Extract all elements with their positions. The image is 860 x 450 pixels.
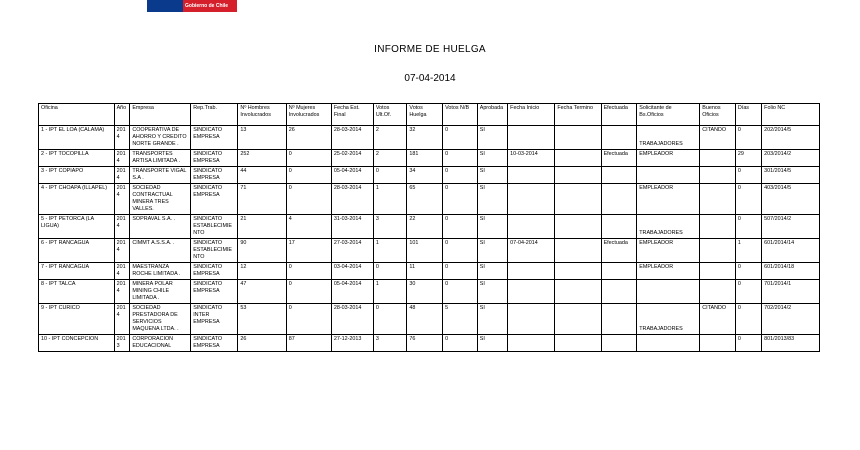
column-header: Folio NC (762, 104, 820, 126)
table-cell: 27-03-2014 (331, 239, 373, 263)
table-cell (508, 263, 555, 280)
table-cell: 252 (238, 150, 286, 167)
table-cell: 0 (286, 280, 331, 304)
table-cell: 1 (373, 184, 407, 215)
table-cell: 1 - IPT EL LOA (CALAMA) (39, 126, 115, 150)
table-cell (700, 239, 736, 263)
table-cell (601, 184, 637, 215)
table-row (39, 335, 820, 352)
table-header-row (39, 104, 820, 126)
table-row (39, 239, 820, 263)
table-cell (700, 215, 736, 239)
table-cell: SINDICATO EMPRESA (191, 263, 238, 280)
table-cell: 0 (443, 215, 478, 239)
table-cell (555, 335, 601, 352)
table-cell (555, 304, 601, 335)
table-cell (700, 335, 736, 352)
table-cell: 0 (286, 184, 331, 215)
table-cell: 2014 (114, 263, 130, 280)
table-cell: 0 (443, 280, 478, 304)
table-cell: 71 (238, 184, 286, 215)
table-cell (700, 184, 736, 215)
table-cell: 9 - IPT CURICO (39, 304, 115, 335)
table-row (39, 184, 820, 215)
table-cell: Efectuada (601, 239, 637, 263)
table-cell: TRABAJADORES (637, 304, 700, 335)
table-cell: 26 (238, 335, 286, 352)
table-cell: 21 (238, 215, 286, 239)
table-cell: 801/2013/83 (762, 335, 820, 352)
table-cell: 2014 (114, 126, 130, 150)
table-cell (508, 215, 555, 239)
table-cell: 2014 (114, 215, 130, 239)
report-title: INFORME DE HUELGA (374, 44, 486, 55)
table-cell: 2014 (114, 239, 130, 263)
table-cell: 90 (238, 239, 286, 263)
table-cell (555, 150, 601, 167)
table-cell: 2014 (114, 184, 130, 215)
table-cell: 76 (407, 335, 443, 352)
table-cell (700, 280, 736, 304)
column-header: Votos Huelga (407, 104, 443, 126)
table-cell: 31-03-2014 (331, 215, 373, 239)
table-cell: 701/2014/1 (762, 280, 820, 304)
table-cell: 07-04-2014 (508, 239, 555, 263)
column-header: Fecha Est. Final (331, 104, 373, 126)
column-header: Aprobada (477, 104, 507, 126)
table-cell: 403/2014/5 (762, 184, 820, 215)
gobierno-logo (147, 0, 237, 14)
column-header: Oficina (39, 104, 115, 126)
table-cell: 0 (735, 280, 761, 304)
table-cell: SOCIEDAD PRESTADORA DE SERVICIOS MAQUENA LTDA. . (130, 304, 191, 335)
table-cell: 0 (443, 239, 478, 263)
table-cell: 2014 (114, 304, 130, 335)
table-cell: 601/2014/14 (762, 239, 820, 263)
table-cell: 3 (373, 215, 407, 239)
table-cell: 1 (373, 239, 407, 263)
table-cell: 32 (407, 126, 443, 150)
table-row (39, 126, 820, 150)
table-cell: 0 (373, 167, 407, 184)
table-cell: 44 (238, 167, 286, 184)
column-header: Efectuada (601, 104, 637, 126)
table-cell: Efectuada (601, 150, 637, 167)
table-cell: EMPLEADOR (637, 263, 700, 280)
table-cell: SI (477, 150, 507, 167)
table-cell (601, 126, 637, 150)
table-cell: 0 (443, 126, 478, 150)
table-cell: 17 (286, 239, 331, 263)
table-cell (601, 280, 637, 304)
table-cell: SI (477, 304, 507, 335)
table-cell: 05-04-2014 (331, 280, 373, 304)
table-cell: SI (477, 335, 507, 352)
table-row (39, 304, 820, 335)
table-cell (555, 126, 601, 150)
table-cell: 702/2014/2 (762, 304, 820, 335)
table-cell: 8 - IPT TALCA (39, 280, 115, 304)
table-cell: SINDICATO ESTABLECIMIENTO (191, 239, 238, 263)
table-cell: SI (477, 167, 507, 184)
table-cell: SINDICATO EMPRESA (191, 126, 238, 150)
table-cell: SI (477, 184, 507, 215)
table-cell: CIMMT A.S.S.A. . (130, 239, 191, 263)
table-cell: 26 (286, 126, 331, 150)
table-cell: 203/2014/2 (762, 150, 820, 167)
table-cell: 0 (443, 167, 478, 184)
table-cell: SINDICATO ESTABLECIMIENTO (191, 215, 238, 239)
table-cell (601, 335, 637, 352)
table-cell: 0 (735, 304, 761, 335)
table-cell: SINDICATO EMPRESA (191, 167, 238, 184)
table-cell: COOPERATIVA DE AHORRO Y CREDITO NORTE GRANDE . (130, 126, 191, 150)
table-cell (601, 304, 637, 335)
column-header: Año (114, 104, 130, 126)
table-cell: 7 - IPT RANCAGUA (39, 263, 115, 280)
table-cell: 25-02-2014 (331, 150, 373, 167)
table-cell: 5 - IPT PETORCA (LA LIGUA) (39, 215, 115, 239)
table-cell: 0 (735, 184, 761, 215)
table-cell: 0 (735, 126, 761, 150)
table-cell (555, 184, 601, 215)
table-cell (601, 215, 637, 239)
table-cell: CITANDO (700, 304, 736, 335)
table-cell: 0 (443, 184, 478, 215)
table-cell: 0 (735, 263, 761, 280)
column-header: Votos N/B (443, 104, 478, 126)
table-cell (555, 263, 601, 280)
table-cell (508, 304, 555, 335)
table-cell: 4 (286, 215, 331, 239)
table-cell: 2014 (114, 280, 130, 304)
column-header: Buenos Oficios (700, 104, 736, 126)
table-cell: 03-04-2014 (331, 263, 373, 280)
table-cell (508, 335, 555, 352)
table-cell: 0 (286, 150, 331, 167)
logo-text: Gobierno de Chile (185, 3, 229, 9)
table-cell (637, 280, 700, 304)
table-cell: 28-03-2014 (331, 126, 373, 150)
table-cell: 0 (286, 167, 331, 184)
table-cell: SI (477, 239, 507, 263)
column-header: Nº Mujeres Involucrados (286, 104, 331, 126)
table-cell (508, 126, 555, 150)
table-cell: 05-04-2014 (331, 167, 373, 184)
table-cell (555, 167, 601, 184)
table-cell: 22 (407, 215, 443, 239)
table-cell: 301/2014/5 (762, 167, 820, 184)
table-cell (555, 239, 601, 263)
table-cell: 1 (735, 239, 761, 263)
table-cell: 47 (238, 280, 286, 304)
table-cell: TRABAJADORES (637, 215, 700, 239)
table-cell: 0 (373, 304, 407, 335)
table-row (39, 280, 820, 304)
table-cell: SINDICATO EMPRESA (191, 335, 238, 352)
table-cell: 6 - IPT RANCAGUA (39, 239, 115, 263)
table-cell (700, 167, 736, 184)
table-cell: 0 (735, 215, 761, 239)
table-cell: 2013 (114, 335, 130, 352)
table-cell (700, 150, 736, 167)
table-cell: MAESTRANZA ROCHE LIMITADA . (130, 263, 191, 280)
column-header: Nº Hombres Involucrados (238, 104, 286, 126)
table-row (39, 150, 820, 167)
table-cell: 11 (407, 263, 443, 280)
table-cell: 0 (735, 335, 761, 352)
table-cell: 181 (407, 150, 443, 167)
table-cell: 34 (407, 167, 443, 184)
table-cell: 101 (407, 239, 443, 263)
table-cell: SOPRAVAL S.A. . (130, 215, 191, 239)
column-header: Rep.Trab. (191, 104, 238, 126)
table-cell: 4 - IPT CHOAPA (ILLAPEL) (39, 184, 115, 215)
table-cell: 30 (407, 280, 443, 304)
table-cell: EMPLEADOR (637, 184, 700, 215)
table-cell (637, 335, 700, 352)
table-cell: 28-03-2014 (331, 304, 373, 335)
table-cell: 0 (373, 263, 407, 280)
table-cell: CORPORACION EDUCACIONAL (130, 335, 191, 352)
table-cell: 3 - IPT COPIAPO (39, 167, 115, 184)
table-cell: 2014 (114, 167, 130, 184)
table-cell: 2014 (114, 150, 130, 167)
table-cell: EMPLEADOR (637, 239, 700, 263)
table-cell: SI (477, 280, 507, 304)
table-cell: SOCIEDAD CONTRACTUAL MINERA TRES VALLES. (130, 184, 191, 215)
table-cell: SINDICATO EMPRESA (191, 184, 238, 215)
table-cell: 0 (286, 263, 331, 280)
table-cell: 48 (407, 304, 443, 335)
table-cell: 3 (373, 335, 407, 352)
table-cell: 10-03-2014 (508, 150, 555, 167)
table-row (39, 167, 820, 184)
table-cell: 2 - IPT TOCOPILLA (39, 150, 115, 167)
table-cell (601, 167, 637, 184)
table-cell: EMPLEADOR (637, 150, 700, 167)
table-cell: 65 (407, 184, 443, 215)
table-cell: 0 (443, 335, 478, 352)
table-row (39, 263, 820, 280)
table-cell: TRANSPORTES ARTISA LIMITADA . (130, 150, 191, 167)
table-cell: SINDICATO EMPRESA (191, 280, 238, 304)
report-date: 07-04-2014 (404, 73, 456, 84)
table-cell: SI (477, 126, 507, 150)
table-cell (508, 280, 555, 304)
table-cell: 87 (286, 335, 331, 352)
table-cell: 2 (373, 126, 407, 150)
table-cell (508, 184, 555, 215)
table-cell: CITANDO (700, 126, 736, 150)
table-cell: 12 (238, 263, 286, 280)
table-cell (555, 280, 601, 304)
column-header: Fecha Inicio (508, 104, 555, 126)
table-cell: TRANSPORTE VIGAL S.A . (130, 167, 191, 184)
table-cell (637, 167, 700, 184)
table-cell: 53 (238, 304, 286, 335)
table-cell: MINERA POLAR MINING CHILE LIMITADA . (130, 280, 191, 304)
table-row (39, 215, 820, 239)
table-cell: TRABAJADORES (637, 126, 700, 150)
table-cell: 5 (443, 304, 478, 335)
column-header: Días (735, 104, 761, 126)
column-header: Empresa (130, 104, 191, 126)
table-cell (555, 215, 601, 239)
table-cell: 13 (238, 126, 286, 150)
table-cell: 601/2014/18 (762, 263, 820, 280)
table-cell: SINDICATO EMPRESA (191, 150, 238, 167)
table-cell: SI (477, 263, 507, 280)
table-cell: 27-12-2013 (331, 335, 373, 352)
table-cell (601, 263, 637, 280)
table-cell: 0 (286, 304, 331, 335)
table-cell: 0 (443, 263, 478, 280)
table-cell: 28-03-2014 (331, 184, 373, 215)
table-cell: 1 (373, 280, 407, 304)
table-cell: 0 (443, 150, 478, 167)
column-header: Solicitante de Bs.Oficios (637, 104, 700, 126)
table-cell: 2 (373, 150, 407, 167)
strike-report-table (38, 103, 820, 352)
table-cell: 202/2014/5 (762, 126, 820, 150)
table-cell: SINDICATO INTER EMPRESA (191, 304, 238, 335)
table-cell (508, 167, 555, 184)
table-cell: 0 (735, 167, 761, 184)
table-cell (700, 263, 736, 280)
table-cell: 507/2014/2 (762, 215, 820, 239)
table-cell: 10 - IPT CONCEPCION (39, 335, 115, 352)
table-cell: 29 (735, 150, 761, 167)
table-cell: SI (477, 215, 507, 239)
column-header: Votos Ult.Of. (373, 104, 407, 126)
column-header: Fecha Termino (555, 104, 601, 126)
